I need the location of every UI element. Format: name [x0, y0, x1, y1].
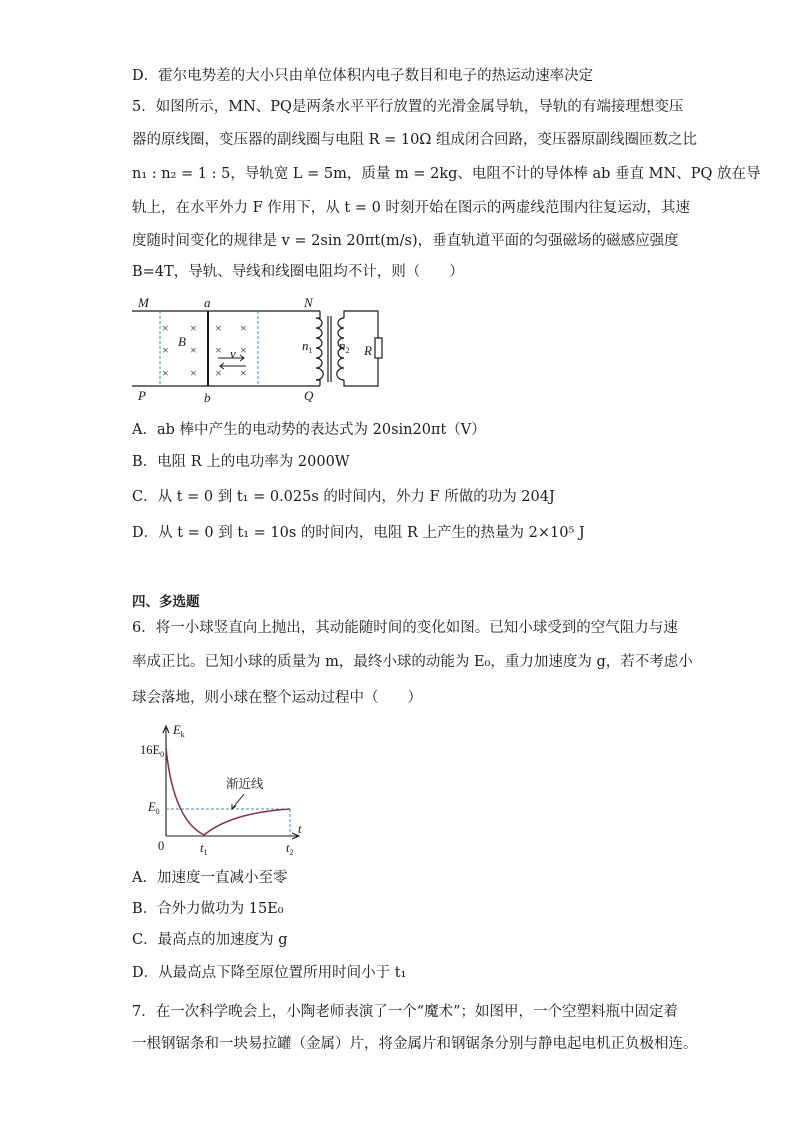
- q5-option-a: A．ab 棒中产生的电动势的表达式为 20sin20πt（V）: [132, 422, 486, 438]
- ek-curve-rising: [166, 748, 204, 835]
- secondary-loop: [344, 358, 378, 386]
- field-cross: ×: [215, 321, 222, 335]
- q5-option-b: B．电阻 R 上的电功率为 2000W: [132, 454, 350, 470]
- primary-lead-bottom: [316, 380, 320, 386]
- resistor-R: [375, 338, 382, 358]
- label-B: B: [178, 334, 186, 349]
- q6-option-a: A．加速度一直减小至零: [132, 870, 288, 886]
- primary-lead-top: [316, 311, 320, 318]
- ek-curve-falling: [204, 809, 290, 835]
- secondary-loop: [344, 311, 378, 338]
- q6-kinetic-energy-graph: [140, 718, 320, 858]
- label-P: P: [138, 388, 146, 403]
- q5-stem-line: 5．如图所示，MN、PQ是两条水平平行放置的光滑金属导轨，导轨的有端接理想变压: [132, 99, 684, 115]
- field-cross: ×: [240, 366, 247, 380]
- field-cross: ×: [162, 343, 169, 357]
- field-cross: ×: [215, 366, 222, 380]
- primary-coil: [316, 318, 323, 380]
- label-R: R: [364, 343, 372, 358]
- y-axis-label: $E_k$: [173, 723, 185, 739]
- q5-stem-line: 度随时间变化的规律是 v = 2sin 20πt(m/s)，垂直轨道平面的匀强磁场的磁感应强度: [132, 233, 679, 249]
- q4-option-d: D．霍尔电势差的大小只由单位体积内电子数目和电子的热运动速率决定: [132, 68, 594, 84]
- label-Q: Q: [304, 388, 314, 403]
- q6-stem-line: 球会落地，则小球在整个运动过程中（ ）: [132, 690, 422, 706]
- q5-stem-line: n₁ : n₂ = 1 : 5，导轨宽 L = 5m，质量 m = 2kg、电阻不计的导体棒 ab 垂直 MN、PQ 放在导: [132, 166, 761, 182]
- q5-option-d: D．从 t = 0 到 t₁ = 10s 的时间内，电阻 R 上产生的热量为 2×10⁵ J: [132, 525, 585, 541]
- label-M: M: [138, 295, 149, 310]
- y-tick-16e0: $16E_0$: [140, 743, 165, 759]
- x-tick-t2: $t_2$: [286, 841, 294, 857]
- x-axis-label: t: [298, 822, 302, 836]
- q5-stem-line: 轨上，在水平外力 F 作用下，从 t = 0 时刻开始在图示的两虚线范围内往复运动，其速: [132, 200, 690, 216]
- label-n1: $n_1$: [302, 338, 313, 355]
- q5-stem-line: B=4T，导轨、导线和线圈电阻均不计，则（ ）: [132, 264, 464, 280]
- label-b: b: [204, 390, 211, 405]
- q6-option-d: D．从最高点下降至原位置所用时间小于 t₁: [132, 965, 407, 981]
- q5-option-c: C．从 t = 0 到 t₁ = 0.025s 的时间内，外力 F 所做的功为 204J: [132, 489, 555, 505]
- q6-stem-line: 6．将一小球竖直向上抛出，其动能随时间的变化如图。已知小球受到的空气阻力与速: [132, 620, 678, 636]
- field-cross: ×: [190, 321, 197, 335]
- origin-label: 0: [158, 839, 165, 853]
- q7-stem-line: 7．在一次科学晚会上，小陶老师表演了一个“魔术”；如图甲，一个空塑料瓶中固定着: [132, 1004, 679, 1020]
- field-cross: ×: [190, 366, 197, 380]
- label-N: N: [304, 295, 313, 310]
- q6-stem-line: 率成正比。已知小球的质量为 m，最终小球的动能为 E₀，重力加速度为 g，若不考虑小: [132, 654, 693, 670]
- q6-option-c: C．最高点的加速度为 g: [132, 932, 288, 948]
- field-cross: ×: [162, 321, 169, 335]
- q6-option-b: B．合外力做功为 15E₀: [132, 901, 284, 917]
- label-v: v: [230, 346, 236, 361]
- q5-stem-line: 器的原线圈，变压器的副线圈与电阻 R = 10Ω 组成闭合回路，变压器原副线圈匝数之比: [132, 132, 697, 148]
- annotation-arrow: [232, 794, 244, 809]
- x-tick-t1: $t_1$: [200, 841, 208, 857]
- field-cross: ×: [240, 321, 247, 335]
- q5-rail-circuit-figure: [132, 292, 392, 408]
- label-n2: $n_2$: [339, 338, 350, 355]
- label-a: a: [204, 295, 211, 310]
- section-heading-multiple-choice: 四、多选题: [132, 594, 200, 610]
- asymptote-annotation: 渐近线: [226, 776, 264, 791]
- y-tick-e0: $E_0$: [148, 800, 160, 816]
- field-cross: ×: [240, 343, 247, 357]
- q7-stem-line: 一根钢锯条和一块易拉罐（金属）片，将金属片和钢锯条分别与静电起电机正负极相连。: [132, 1036, 698, 1052]
- field-cross: ×: [215, 343, 222, 357]
- field-cross: ×: [162, 366, 169, 380]
- field-cross: ×: [190, 343, 197, 357]
